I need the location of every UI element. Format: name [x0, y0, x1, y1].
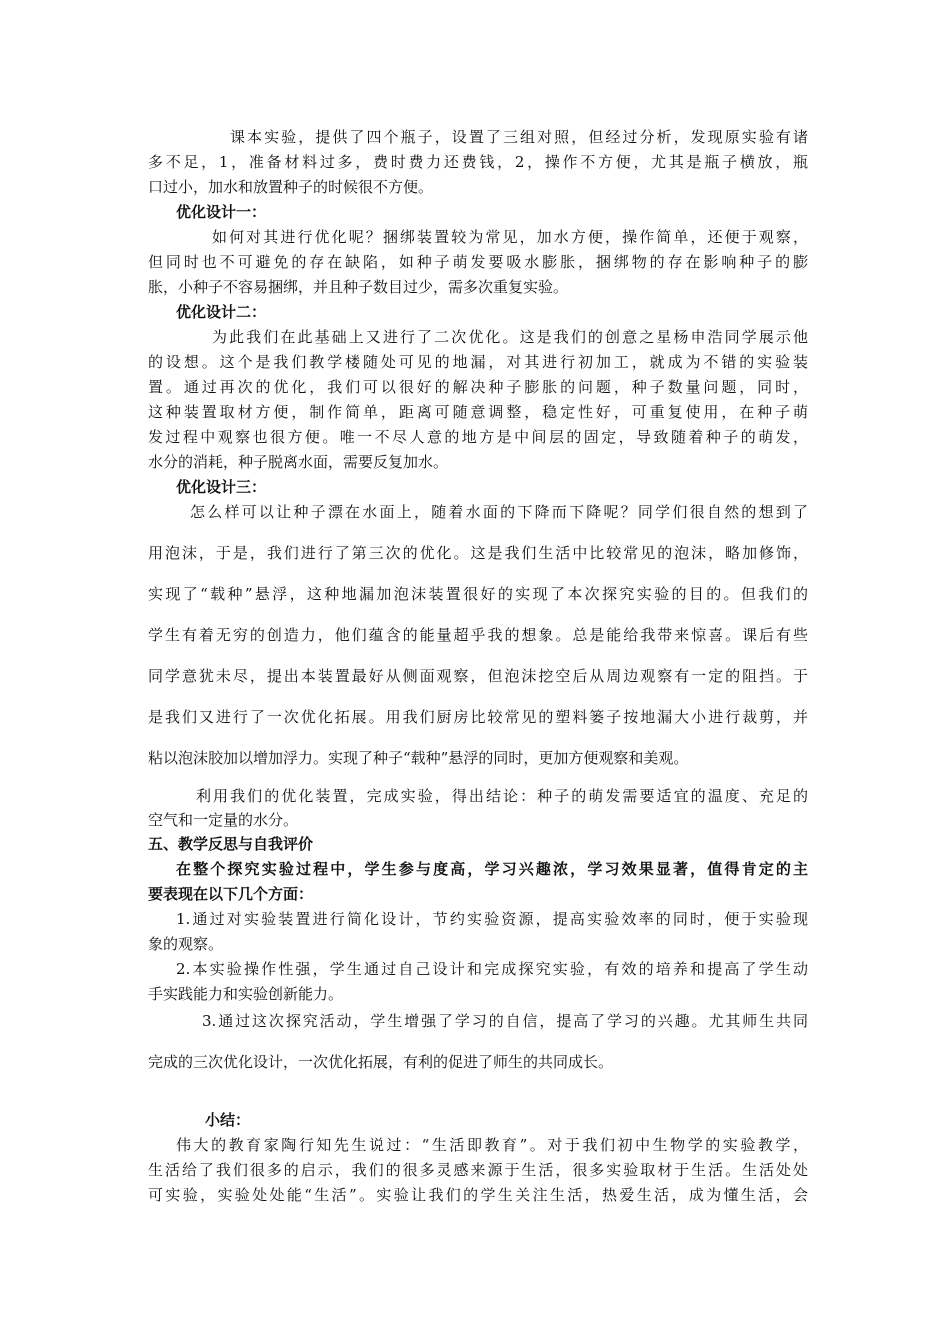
- paragraph-line: 伟大的教育家陶行知先生说过：“生活即教育”。对于我们初中生物学的实验教学，: [176, 1136, 808, 1154]
- paragraph-line: 怎么样可以让种子漂在水面上，随着水面的下降而下降呢？同学们很自然的想到了: [190, 503, 808, 521]
- paragraph-line: 为此我们在此基础上又进行了二次优化。这是我们的创意之星杨申浩同学展示他: [212, 328, 808, 346]
- section-heading: 小结：: [205, 1111, 251, 1129]
- paragraph-line: 水分的消耗，种子脱离水面，需要反复加水。: [148, 453, 449, 471]
- paragraph-line: 口过小，加水和放置种子的时候很不方便。: [148, 178, 434, 196]
- paragraph-line: 胀，小种子不容易捆绑，并且种子数目过少，需多次重复实验。: [148, 278, 569, 296]
- paragraph-line: 在整个探究实验过程中，学生参与度高，学习兴趣浓，学习效果显著，值得肯定的主: [176, 860, 808, 878]
- paragraph-line: 空气和一定量的水分。: [148, 811, 299, 829]
- list-item-line: 象的观察。: [148, 935, 224, 953]
- section-heading: 优化设计二：: [176, 303, 267, 321]
- paragraph-line: 但同时也不可避免的存在缺陷，如种子萌发要吸水膨胀，捆绑物的存在影响种子的膨: [148, 253, 808, 271]
- paragraph-line: 用泡沫，于是，我们进行了第三次的优化。这是我们生活中比较常见的泡沫，略加修饰，: [148, 544, 808, 562]
- paragraph-line: 置。通过再次的优化，我们可以很好的解决种子膨胀的问题，种子数量问题，同时，: [148, 378, 808, 396]
- paragraph-line: 同学意犹未尽，提出本装置最好从侧面观察，但泡沫挖空后从周边观察有一定的阻挡。于: [148, 667, 808, 685]
- section-heading: 优化设计一：: [176, 203, 267, 221]
- paragraph-line: 可实验，实验处处能“生活”。实验让我们的学生关注生活，热爱生活，成为懂生活，会: [148, 1186, 808, 1204]
- paragraph-line: 这种装置取材方便，制作简单，距离可随意调整，稳定性好，可重复使用，在种子萌: [148, 403, 808, 421]
- paragraph-line: 生活给了我们很多的启示，我们的很多灵感来源于生活，很多实验取材于生活。生活处处: [148, 1161, 808, 1179]
- paragraph-line: 要表现在以下几个方面：: [148, 885, 314, 903]
- paragraph-line: 如何对其进行优化呢？捆绑装置较为常见，加水方便，操作简单，还便于观察，: [212, 228, 808, 246]
- list-item-line: 手实践能力和实验创新能力。: [148, 985, 344, 1003]
- paragraph-line: 是我们又进行了一次优化拓展。用我们厨房比较常见的塑料篓子按地漏大小进行裁剪，并: [148, 708, 808, 726]
- section-heading: 优化设计三：: [176, 478, 267, 496]
- paragraph-line: 的设想。这个是我们教学楼随处可见的地漏，对其进行初加工，就成为不错的实验装: [148, 353, 808, 371]
- list-item-line: 1.通过对实验装置进行简化设计，节约实验资源，提高实验效率的同时，便于实验现: [176, 910, 808, 928]
- paragraph-line: 利用我们的优化装置，完成实验，得出结论：种子的萌发需要适宜的温度、充足的: [196, 787, 808, 805]
- paragraph-line: 实现了“载种”悬浮，这种地漏加泡沫装置很好的实现了本次探究实验的目的。但我们的: [148, 585, 808, 603]
- paragraph-line: 课本实验，提供了四个瓶子，设置了三组对照，但经过分析，发现原实验有诸: [230, 128, 808, 146]
- paragraph-line: 学生有着无穷的创造力，他们蕴含的能量超乎我的想象。总是能给我带来惊喜。课后有些: [148, 626, 808, 644]
- paragraph-line: 粘以泡沫胶加以增加浮力。实现了种子“载种”悬浮的同时，更加方便观察和美观。: [148, 749, 689, 767]
- paragraph-line: 多不足，1，准备材料过多，费时费力还费钱，2，操作不方便，尤其是瓶子横放，瓶: [148, 153, 808, 171]
- paragraph-line: 发过程中观察也很方便。唯一不尽人意的地方是中间层的固定，导致随着种子的萌发，: [148, 428, 808, 446]
- section-heading: 五、教学反思与自我评价: [148, 835, 314, 853]
- list-item-line: 2.本实验操作性强，学生通过自己设计和完成探究实验，有效的培养和提高了学生动: [176, 960, 808, 978]
- list-item-line: 完成的三次优化设计，一次优化拓展，有利的促进了师生的共同成长。: [148, 1053, 614, 1071]
- list-item-line: 3.通过这次探究活动，学生增强了学习的自信，提高了学习的兴趣。尤其师生共同: [202, 1012, 808, 1030]
